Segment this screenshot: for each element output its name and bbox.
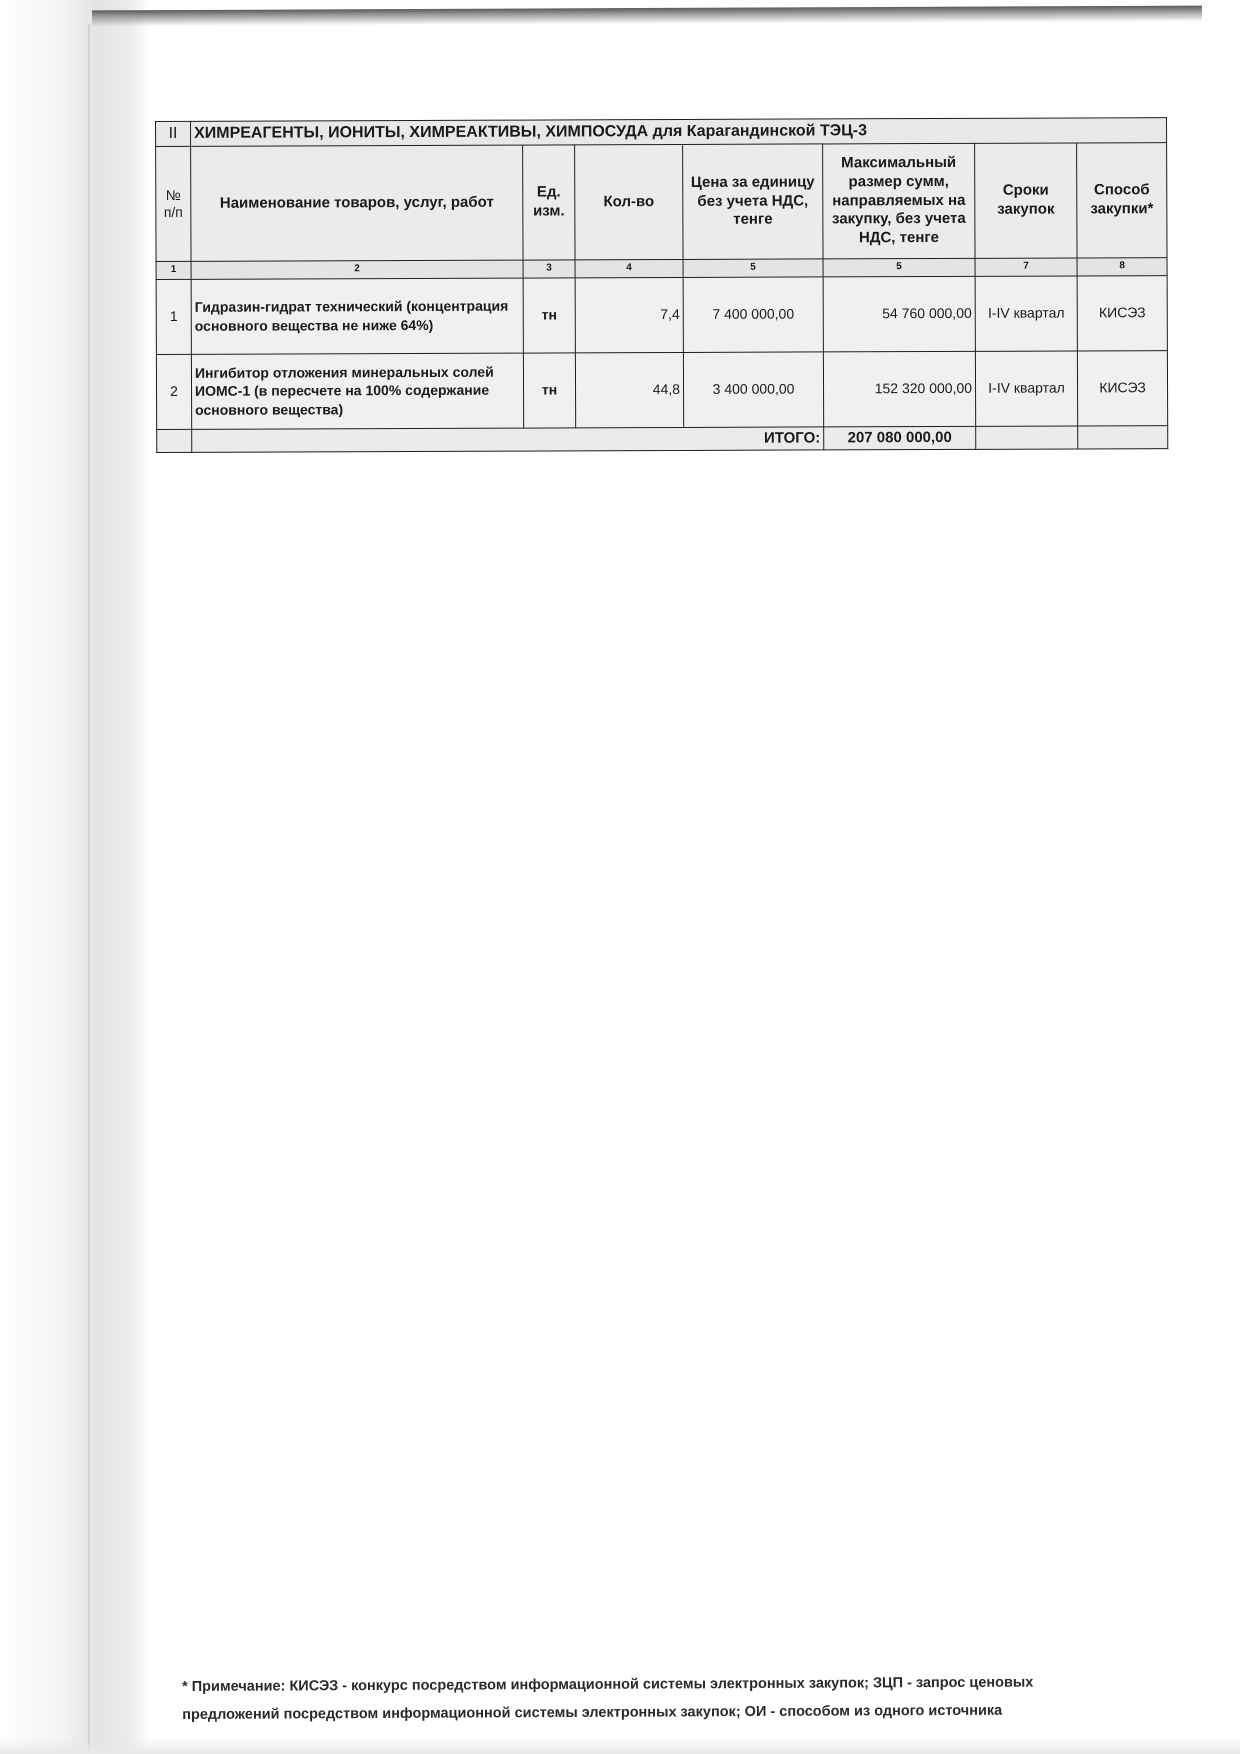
footnote-line: * Примечание: КИСЭЗ - конкурс посредством информационной системы электронных закупок; ЗЦП - запрос ценовых — [182, 1674, 1034, 1695]
header-number: № п/п — [156, 146, 191, 261]
table-row — [156, 350, 1167, 429]
column-index-cell: 1 — [156, 261, 191, 279]
column-index-cell: 7 — [975, 258, 1077, 276]
header-quantity: Кол-во — [575, 144, 683, 259]
row-number: 1 — [156, 279, 191, 354]
item-unit-price: 7 400 000,00 — [683, 276, 823, 352]
header-max-sum: Максимальный размер сумм, направляемых на закупку, без учета НДС, тенге — [823, 143, 975, 259]
scan-left-shadow — [0, 0, 150, 1754]
item-method: КИСЭЗ — [1077, 275, 1167, 350]
column-index-cell: 3 — [523, 260, 575, 278]
item-name: Ингибитор отложения минеральных солей ИОМС-1 (в пересчете на 100% содержание основного вещества) — [191, 353, 523, 429]
footnote-line: предложений посредством информационной системы электронных закупок; ОИ - способом из одного источника — [182, 1702, 1003, 1723]
column-index-cell: 2 — [191, 260, 523, 279]
procurement-table-block — [155, 117, 1167, 453]
item-period: I-IV квартал — [975, 350, 1077, 425]
item-unit: тн — [523, 277, 575, 352]
footnote — [182, 1668, 1132, 1729]
header-unit-price: Цена за единицу без учета НДС, тенге — [683, 144, 823, 260]
item-unit-price: 3 400 000,00 — [683, 351, 823, 427]
item-quantity: 44,8 — [575, 352, 683, 427]
table-header-row — [156, 143, 1168, 262]
header-name: Наименование товаров, услуг, работ — [191, 145, 523, 261]
scan-top-edge — [92, 6, 1202, 27]
total-empty-cell — [976, 425, 1078, 449]
item-name: Гидразин-гидрат технический (концентрация основного вещества не ниже 64%) — [191, 278, 523, 354]
column-index-cell: 8 — [1077, 258, 1167, 276]
item-max-sum: 152 320 000,00 — [823, 351, 975, 427]
total-empty-cell — [157, 429, 192, 453]
header-period: Сроки закупок — [975, 143, 1077, 258]
item-method: КИСЭЗ — [1077, 350, 1167, 425]
section-row — [156, 118, 1167, 147]
section-title: ХИМРЕАГЕНТЫ, ИОНИТЫ, ХИМРЕАКТИВЫ, ХИМПОСУДА для Карагандинской ТЭЦ-3 — [191, 118, 1167, 147]
total-value: 207 080 000,00 — [824, 426, 976, 450]
column-index-cell: 5 — [683, 259, 823, 277]
item-quantity: 7,4 — [575, 277, 683, 352]
item-max-sum: 54 760 000,00 — [823, 276, 975, 352]
column-index-cell: 5 — [823, 258, 975, 276]
total-row — [157, 425, 1168, 453]
item-period: I-IV квартал — [975, 275, 1077, 350]
section-number: II — [156, 121, 191, 146]
total-label: ИТОГО: — [192, 426, 824, 452]
total-empty-cell — [1078, 425, 1168, 449]
procurement-table — [155, 117, 1168, 453]
header-unit: Ед. изм. — [523, 145, 575, 260]
scan-page-fold — [88, 24, 90, 1754]
column-index-cell: 4 — [575, 259, 683, 277]
header-method: Способ закупки* — [1077, 143, 1168, 258]
table-row — [156, 275, 1167, 354]
row-number: 2 — [156, 354, 191, 429]
scan-bottom-shadow — [0, 1738, 1240, 1754]
item-unit: тн — [523, 352, 575, 427]
